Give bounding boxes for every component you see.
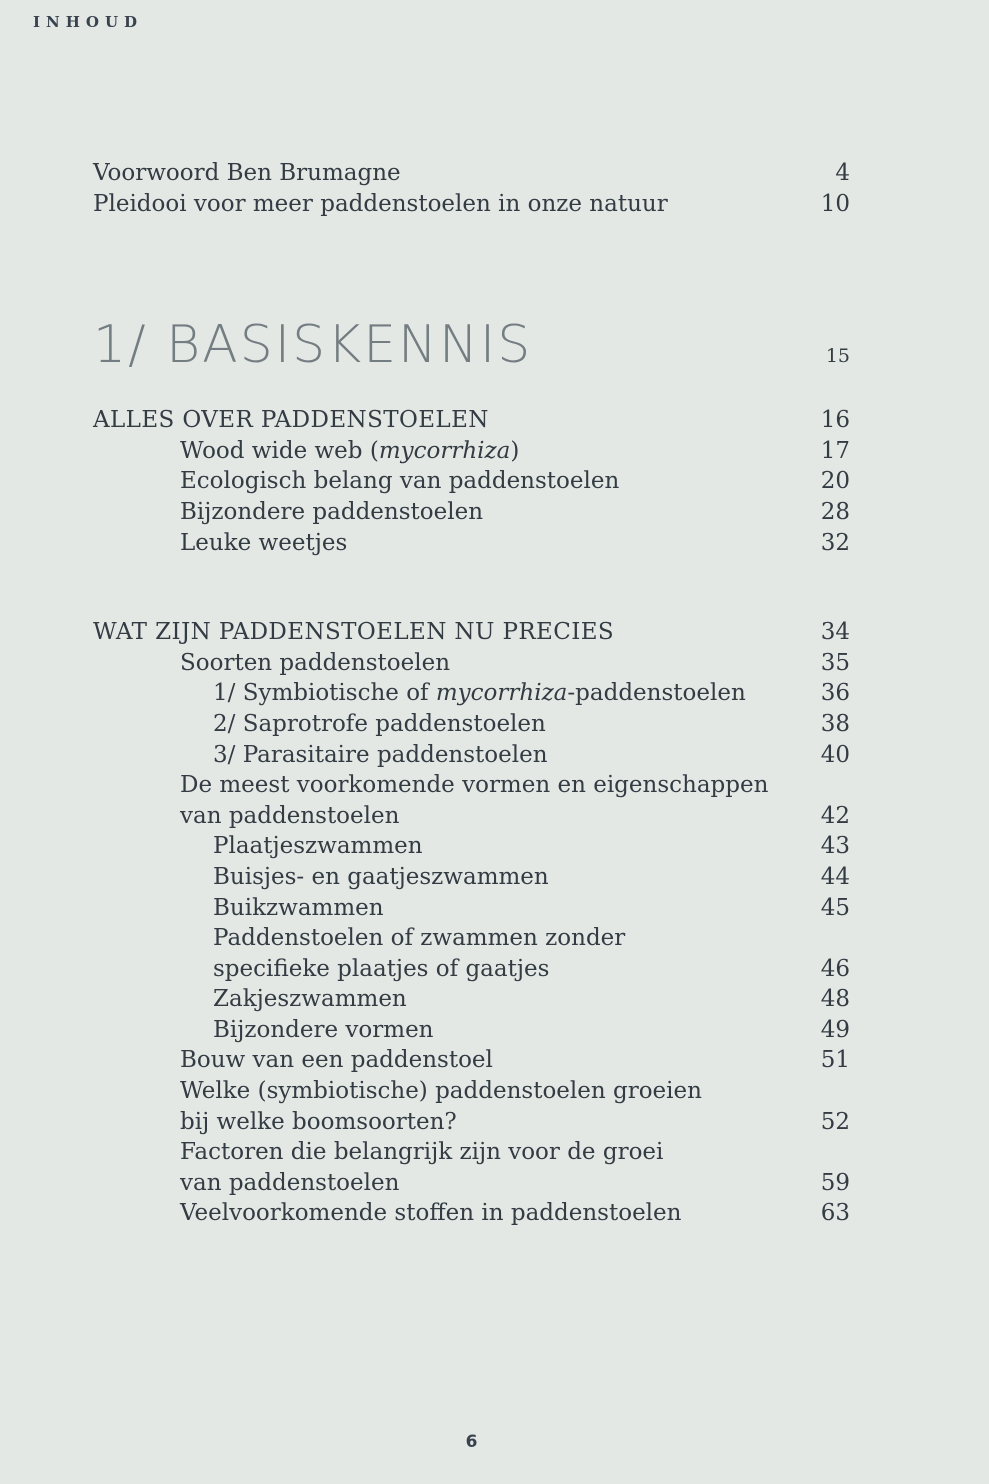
toc-entry-label: ALLES OVER PADDENSTOELEN (93, 407, 489, 434)
toc-row (93, 436, 850, 467)
toc-entry-label: Pleidooi voor meer paddenstoelen in onze natuur (93, 190, 668, 217)
toc-entry-label: Bouw van een paddenstoel (180, 1047, 493, 1074)
toc-entry-label: Buikzwammen (213, 894, 384, 921)
toc-sections (93, 405, 850, 1229)
toc-entry-page-number: 32 (820, 529, 850, 556)
toc-entry-page-number: 42 (820, 802, 850, 829)
toc-entry-page-number: 48 (820, 986, 850, 1013)
chapter-title: 1/ BASISKENNIS (93, 315, 533, 376)
toc-entry-page-number: 16 (820, 407, 850, 434)
toc-row (93, 1015, 850, 1046)
toc-row (93, 893, 850, 924)
toc-entry-page-number: 59 (820, 1169, 850, 1196)
toc-entry-page-number: 63 (820, 1200, 850, 1227)
front-matter-list (93, 158, 850, 219)
toc-entry-label: Soorten paddenstoelen (180, 649, 451, 676)
toc-row (93, 801, 850, 832)
toc-entry-page-number: 40 (820, 741, 850, 768)
toc-row (93, 740, 850, 771)
toc-entry-page-number: 49 (820, 1016, 850, 1043)
toc-row (93, 831, 850, 862)
toc-row (93, 158, 850, 189)
toc-entry-label: Welke (symbiotische) paddenstoelen groeien (180, 1078, 702, 1105)
toc-entry-page-number: 43 (820, 833, 850, 860)
toc-entry-label: van paddenstoelen (180, 1169, 400, 1196)
toc-row (93, 709, 850, 740)
toc-row (93, 466, 850, 497)
toc-entry-label: Paddenstoelen of zwammen zonder (213, 925, 626, 952)
toc-entry-page-number: 52 (820, 1108, 850, 1135)
toc-entry-page-number: 45 (820, 894, 850, 921)
toc-entry-label: Bijzondere paddenstoelen (180, 498, 484, 525)
toc-row (93, 648, 850, 679)
toc-entry-page-number: 46 (820, 955, 850, 982)
toc-entry-label: Ecologisch belang van paddenstoelen (180, 468, 620, 495)
toc-entry-label: 2/ Saprotrofe paddenstoelen (213, 710, 546, 737)
toc-row (93, 1076, 850, 1107)
folio-page-number: 6 (465, 1432, 478, 1452)
toc-entry-label: bij welke boomsoorten? (180, 1108, 457, 1135)
chapter-heading (93, 315, 850, 375)
toc-entry-label: 1/ Symbiotische of mycorrhiza-paddenstoelen (213, 680, 746, 707)
toc-entry-label: WAT ZIJN PADDENSTOELEN NU PRECIES (93, 619, 615, 646)
toc-entry-page-number: 20 (820, 468, 850, 495)
toc-entry-label: Plaatjeszwammen (213, 833, 423, 860)
toc-entry-label: Leuke weetjes (180, 529, 348, 556)
toc-entry-label: 3/ Parasitaire paddenstoelen (213, 741, 548, 768)
toc-row (93, 1107, 850, 1138)
toc-entry-page-number: 35 (820, 649, 850, 676)
toc-entry-page-number: 10 (820, 190, 850, 217)
toc-row (93, 528, 850, 559)
toc-section (93, 617, 850, 1229)
toc-entry-page-number: 51 (820, 1047, 850, 1074)
toc-entry-page-number: 4 (835, 160, 850, 186)
toc-row (93, 954, 850, 985)
toc-row (93, 1045, 850, 1076)
toc-row (93, 617, 850, 648)
toc-entry-label: De meest voorkomende vormen en eigenschappen (180, 772, 769, 799)
toc-entry-page-number: 38 (820, 710, 850, 737)
toc-row (93, 678, 850, 709)
toc-row (93, 1198, 850, 1229)
toc-row (93, 497, 850, 528)
toc-entry-label: Bijzondere vormen (213, 1016, 434, 1043)
toc-row (93, 405, 850, 436)
toc-entry-label: Voorwoord Ben Brumagne (93, 160, 401, 186)
page-title: INHOUD (33, 13, 144, 31)
toc-row (93, 984, 850, 1015)
toc-row (93, 862, 850, 893)
toc-section (93, 405, 850, 558)
toc-row (93, 189, 850, 220)
toc-entry-label: Factoren die belangrijk zijn voor de groei (180, 1139, 664, 1166)
toc-entry-page-number: 17 (820, 437, 850, 464)
toc-entry-label: Wood wide web (mycorrhiza) (180, 437, 520, 464)
toc-row (93, 770, 850, 801)
toc-row (93, 1137, 850, 1168)
chapter-page-number: 15 (825, 345, 850, 368)
toc-entry-label: Buisjes- en gaatjeszwammen (213, 863, 549, 890)
table-of-contents (93, 158, 850, 1229)
toc-row (93, 923, 850, 954)
toc-entry-label: Zakjeszwammen (213, 986, 407, 1013)
toc-entry-label: Veelvoorkomende stoffen in paddenstoelen (180, 1200, 682, 1227)
toc-entry-label: van paddenstoelen (180, 802, 400, 829)
toc-row (93, 1168, 850, 1199)
toc-entry-label: specifieke plaatjes of gaatjes (213, 955, 550, 982)
toc-entry-page-number: 44 (820, 863, 850, 890)
toc-entry-page-number: 36 (820, 680, 850, 707)
toc-entry-page-number: 34 (820, 619, 850, 646)
toc-entry-page-number: 28 (820, 498, 850, 525)
